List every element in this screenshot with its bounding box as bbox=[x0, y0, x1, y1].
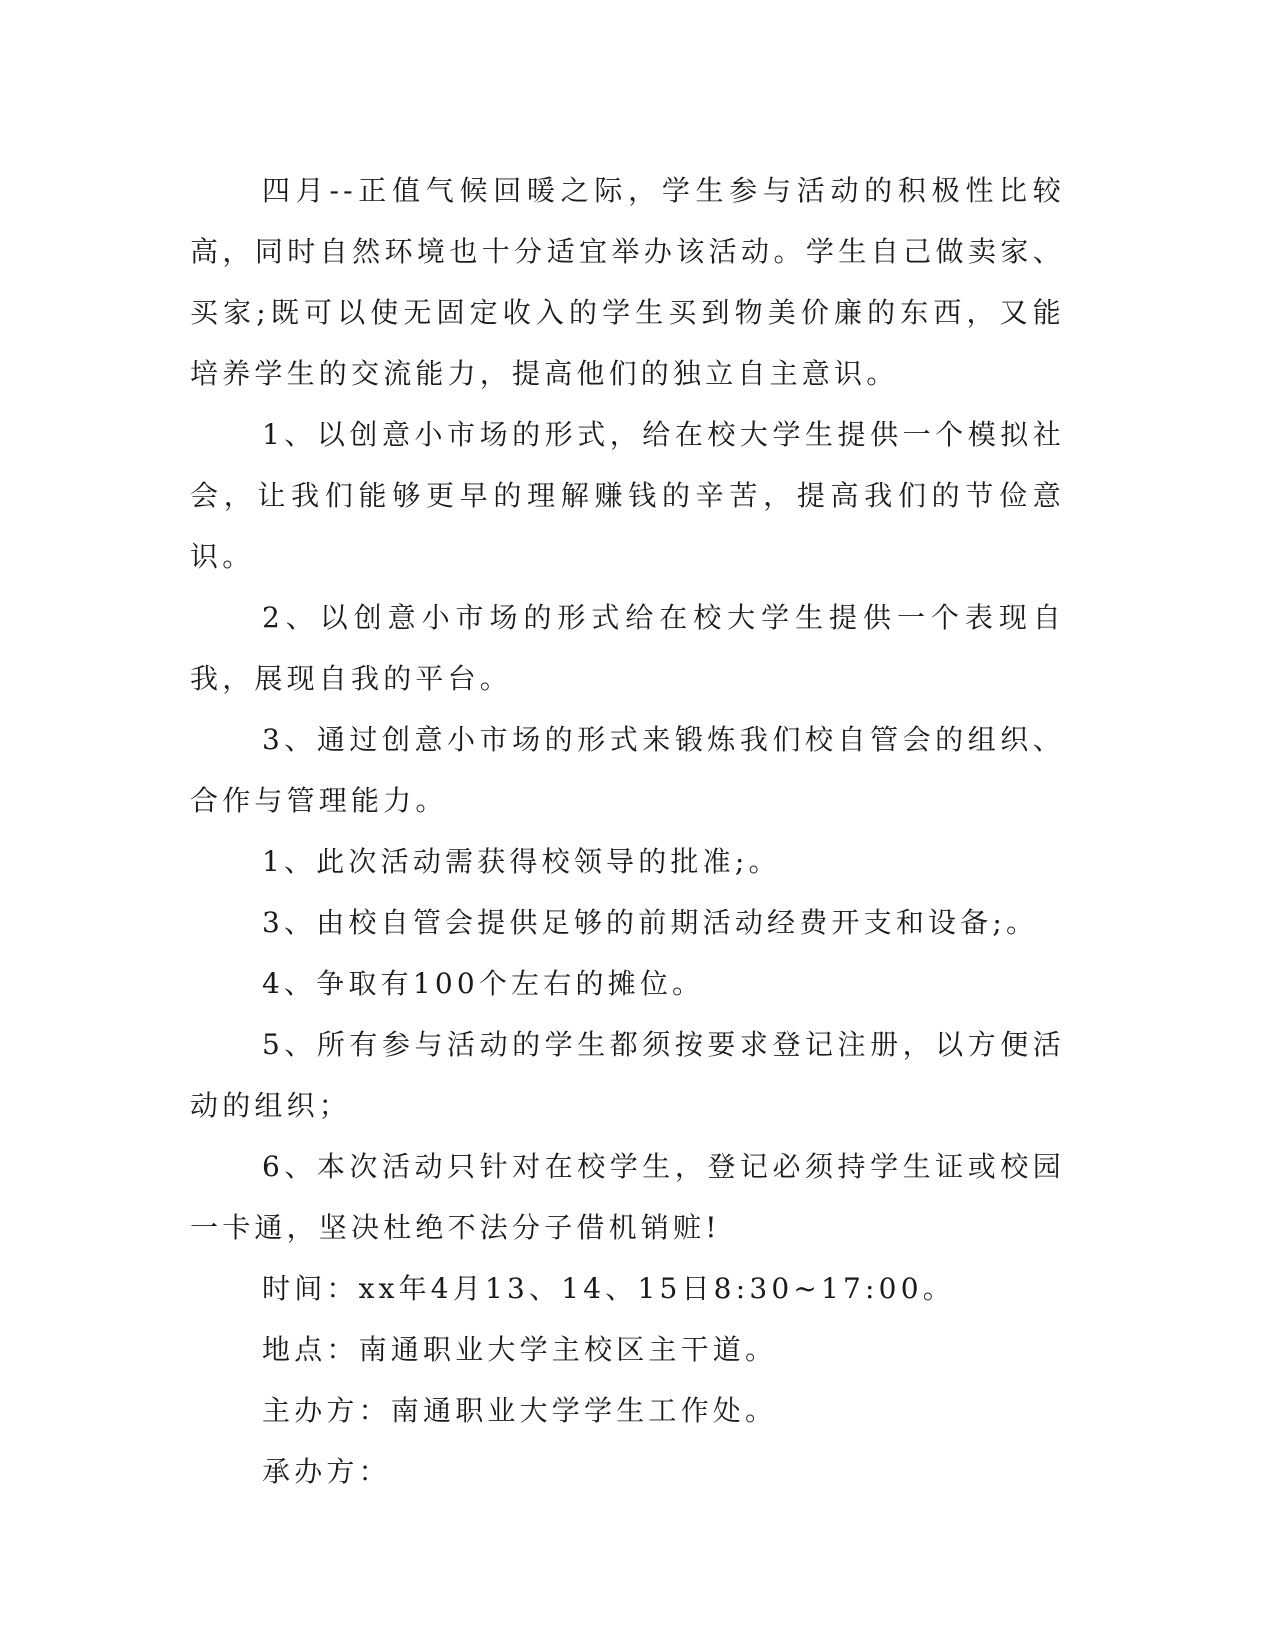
requirement-item-6: 6、本次活动只针对在校学生，登记必须持学生证或校园一卡通，坚决杜绝不法分子借机销赃! bbox=[190, 1150, 1065, 1244]
requirement-item-1: 1、此次活动需获得校领导的批准;。 bbox=[262, 845, 781, 878]
document-body bbox=[190, 160, 1065, 1502]
purpose-item-2: 2、以创意小市场的形式给在校大学生提供一个表现自我，展现自我的平台。 bbox=[190, 601, 1065, 695]
intro-paragraph: 四月--正值气候回暖之际，学生参与活动的积极性比较高，同时自然环境也十分适宜举办该活动。学生自己做卖家、买家;既可以使无固定收入的学生买到物美价廉的东西，又能培养学生的交流能力，提高他们的独立自主意识。 bbox=[190, 174, 1065, 390]
requirement-item-4: 4、争取有100个左右的摊位。 bbox=[262, 967, 705, 1000]
requirement-item-5: 5、所有参与活动的学生都须按要求登记注册，以方便活动的组织； bbox=[190, 1028, 1065, 1122]
purpose-item-3: 3、通过创意小市场的形式来锻炼我们校自管会的组织、合作与管理能力。 bbox=[190, 723, 1065, 817]
event-location: 地点：南通职业大学主校区主干道。 bbox=[262, 1333, 778, 1366]
purpose-item-1: 1、以创意小市场的形式，给在校大学生提供一个模拟社会，让我们能够更早的理解赚钱的辛苦，提高我们的节俭意识。 bbox=[190, 418, 1065, 573]
event-time: 时间：xx年4月13、14、15日8:30~17:00。 bbox=[262, 1272, 955, 1305]
event-co-organizer: 承办方： bbox=[262, 1455, 391, 1488]
event-organizer: 主办方：南通职业大学学生工作处。 bbox=[262, 1394, 778, 1427]
requirement-item-3: 3、由校自管会提供足够的前期活动经费开支和设备;。 bbox=[262, 906, 1039, 939]
